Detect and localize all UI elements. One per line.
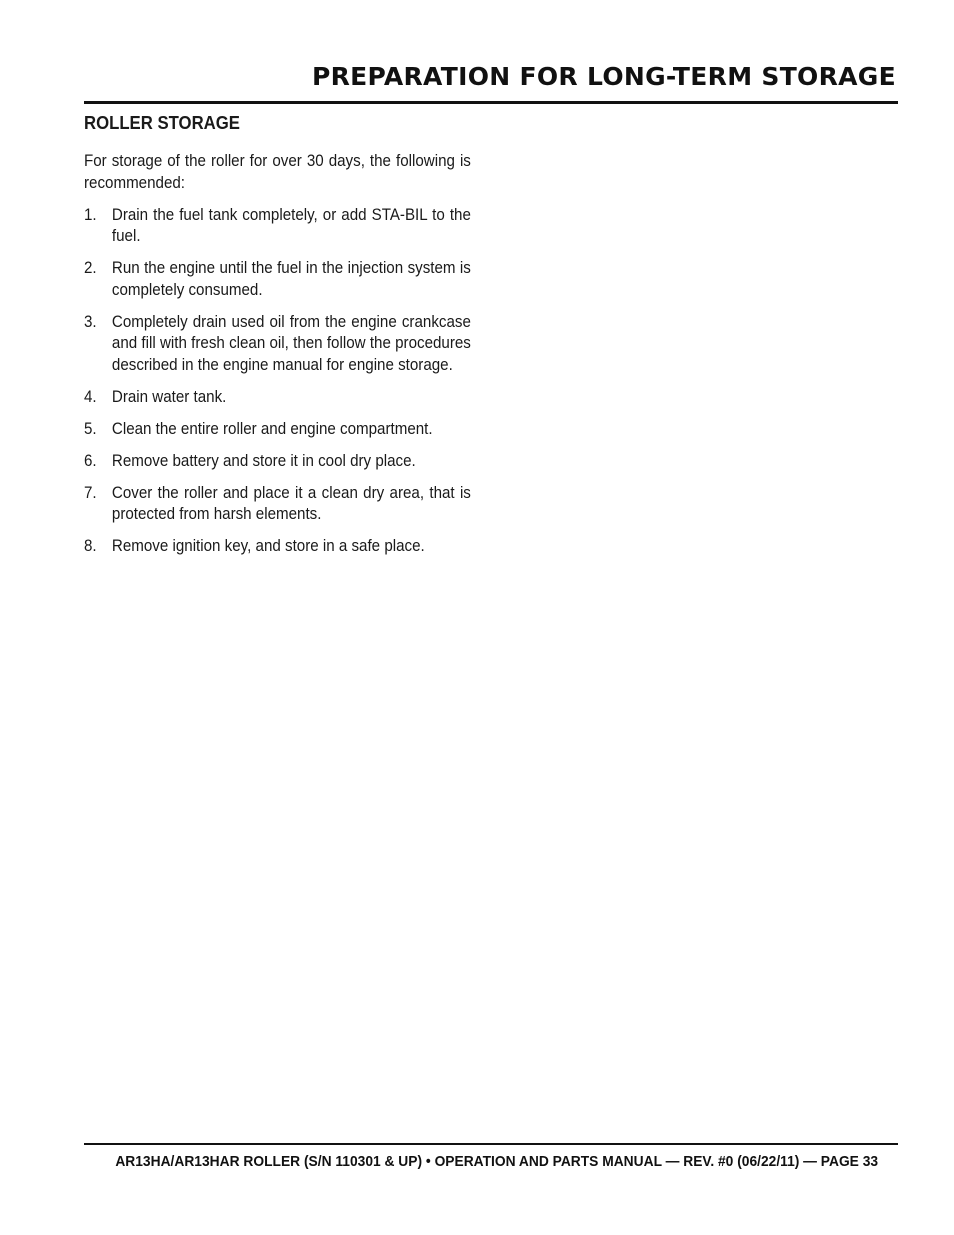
step-number: 5. — [84, 419, 97, 438]
storage-steps-list — [84, 205, 471, 558]
step-text: Completely drain used oil from the engine crankcase and fill with fresh clean oil, then follow the procedures described in the engine manual for engine storage. — [111, 312, 471, 374]
intro-paragraph: For storage of the roller for over 30 days, the following is recommended: — [84, 152, 471, 192]
step-number: 6. — [84, 451, 97, 470]
list-item — [84, 258, 471, 301]
list-item — [84, 205, 471, 248]
step-text: Cover the roller and place it a clean dry area, that is protected from harsh elements. — [111, 483, 471, 523]
page-footer: AR13HA/AR13HAR ROLLER (S/N 110301 & UP) • OPERATION AND PARTS MANUAL — REV. #0 (06/22/11) — PAGE 33 — [115, 1153, 878, 1170]
list-item — [84, 536, 471, 558]
list-item — [84, 312, 471, 377]
step-number: 2. — [84, 259, 97, 277]
step-text: Run the engine until the fuel in the injection system is completely consumed. — [111, 259, 471, 299]
step-number: 7. — [84, 483, 97, 502]
page-title: PREPARATION FOR LONG-TERM STORAGE — [311, 62, 896, 91]
list-item — [84, 451, 471, 473]
step-number: 1. — [84, 205, 97, 224]
step-number: 8. — [84, 537, 97, 555]
step-text: Clean the entire roller and engine compartment. — [111, 419, 433, 438]
step-text: Drain water tank. — [111, 387, 227, 406]
step-text: Remove ignition key, and store in a safe place. — [111, 537, 425, 555]
list-item — [84, 483, 471, 526]
section-heading: ROLLER STORAGE — [84, 113, 240, 133]
step-number: 3. — [84, 312, 97, 331]
footer-divider — [84, 1143, 898, 1145]
list-item — [84, 419, 471, 441]
section-body — [84, 151, 471, 568]
step-number: 4. — [84, 387, 97, 406]
step-text: Drain the fuel tank completely, or add STA-BIL to the fuel. — [111, 205, 471, 245]
list-item — [84, 387, 471, 409]
title-divider — [84, 101, 898, 104]
step-text: Remove battery and store it in cool dry place. — [111, 451, 416, 470]
